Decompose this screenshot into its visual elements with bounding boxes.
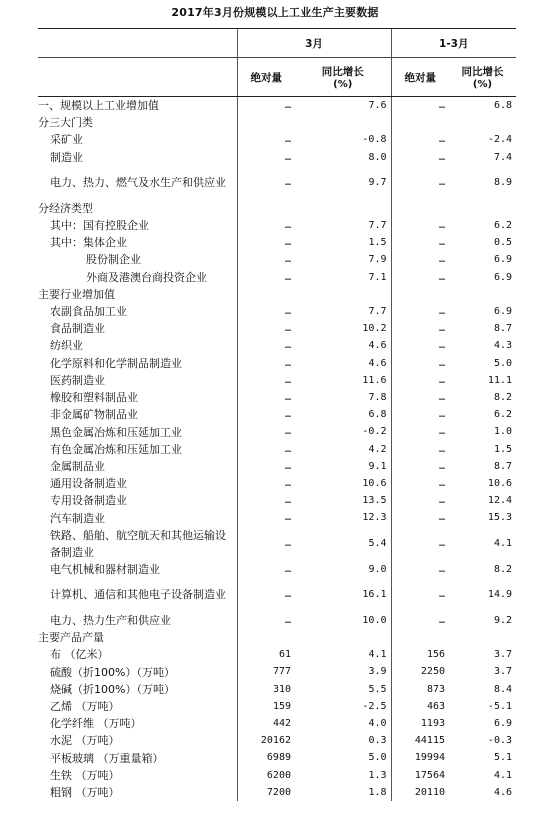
cell-growth-march: 7.7 [368,305,387,317]
cell-growth-march: 9.0 [368,563,387,575]
header-period-jan-mar: 1-3月 [391,29,516,58]
cell-abs-jan-mar [391,200,449,217]
table-row [38,492,516,509]
row-name: 主要行业增加值 [38,287,115,301]
cell-growth-march: 7.9 [368,254,387,266]
cell-growth-jan-mar: 6.9 [493,271,513,283]
row-name: 其中：国有控股企业 [50,219,149,233]
cell-abs-march: … [237,509,295,526]
table-row [38,97,516,115]
row-name: 食品制造业 [50,322,105,336]
cell-abs-jan-mar: … [391,97,449,115]
table-row [38,217,516,234]
cell-abs-march: 6200 [237,767,295,784]
cell-abs-march: 6989 [237,749,295,766]
cell-abs-jan-mar: 20110 [391,784,449,801]
row-name: 一、规模以上工业增加值 [38,99,159,113]
table-row [38,767,516,784]
cell-growth-jan-mar: 14.9 [487,589,513,601]
data-table-container [38,28,516,801]
cell-growth-jan-mar: 8.4 [493,683,513,695]
row-name: 股份制企业 [86,253,141,267]
cell-growth-jan-mar [449,200,516,217]
cell-growth-march: 6.8 [368,409,387,421]
cell-abs-march: … [237,149,295,166]
cell-abs-march: … [237,561,295,578]
cell-growth-march: 4.2 [368,443,387,455]
cell-growth-march: 5.5 [368,683,387,695]
cell-growth-march: 9.7 [368,177,387,189]
cell-abs-jan-mar: … [391,355,449,372]
row-name: 主要产品产量 [38,631,104,645]
cell-abs-march: … [237,251,295,268]
cell-abs-march: … [237,389,295,406]
table-body [38,97,516,802]
cell-abs-jan-mar: … [391,389,449,406]
row-name: 水泥 （万吨） [50,734,120,748]
row-name: 金属制品业 [50,459,105,473]
cell-growth-march: 5.0 [368,752,387,764]
cell-growth-jan-mar: 5.1 [493,752,513,764]
cell-abs-march: … [237,441,295,458]
cell-abs-march: … [237,612,295,629]
cell-growth-march: 4.0 [368,718,387,730]
table-row [38,784,516,801]
row-name: 分三大门类 [38,116,93,130]
cell-abs-jan-mar: … [391,527,449,561]
table-row [38,509,516,526]
cell-growth-jan-mar [449,114,516,131]
cell-abs-jan-mar: … [391,612,449,629]
cell-abs-jan-mar: … [391,131,449,148]
cell-growth-jan-mar: 11.1 [487,374,513,386]
cell-abs-jan-mar: … [391,320,449,337]
cell-growth-jan-mar [449,629,516,646]
table-row [38,251,516,268]
cell-growth-march: 0.3 [368,735,387,747]
row-name: 电力、热力生产和供应业 [50,613,171,627]
table-row [38,114,516,131]
cell-abs-jan-mar [391,629,449,646]
cell-abs-march: … [237,578,295,612]
cell-growth-jan-mar: 12.4 [487,495,513,507]
table-row [38,663,516,680]
cell-growth-march: 10.0 [362,614,387,626]
cell-growth-march: 9.1 [368,460,387,472]
cell-growth-march: 7.7 [368,219,387,231]
cell-abs-march: … [237,166,295,200]
cell-abs-jan-mar: … [391,475,449,492]
cell-growth-jan-mar: 9.2 [493,614,513,626]
cell-abs-march: … [237,320,295,337]
cell-growth-jan-mar: 0.5 [493,237,513,249]
row-name: 专用设备制造业 [50,494,127,508]
table-row [38,646,516,663]
cell-abs-jan-mar: … [391,337,449,354]
cell-abs-jan-mar: … [391,372,449,389]
cell-abs-march: … [237,217,295,234]
header-growth-unit: (%) [472,79,493,90]
row-name: 电气机械和器材制造业 [50,562,160,576]
row-name: 计算机、通信和其他电子设备制造业 [50,588,226,602]
header-growth-unit: (%) [333,79,353,90]
cell-growth-march: 4.1 [368,649,387,661]
row-name: 橡胶和塑料制品业 [50,391,138,405]
cell-abs-march: 310 [237,681,295,698]
table-row [38,527,516,561]
cell-abs-march [237,286,295,303]
cell-growth-jan-mar: 4.1 [493,769,513,781]
cell-growth-jan-mar: -2.4 [487,134,513,146]
cell-growth-march: 5.4 [368,538,387,550]
row-name: 黑色金属冶炼和压延加工业 [50,425,182,439]
header-abs-march: 绝对量 [237,58,295,97]
cell-growth-jan-mar: 8.7 [493,460,513,472]
cell-growth-jan-mar: -5.1 [487,700,513,712]
cell-abs-march: 7200 [237,784,295,801]
row-name: 农副食品加工业 [50,305,127,319]
cell-abs-march: 159 [237,698,295,715]
cell-abs-jan-mar: … [391,406,449,423]
row-name: 有色金属冶炼和压延加工业 [50,442,182,456]
cell-abs-jan-mar: … [391,269,449,286]
row-name: 采矿业 [50,133,83,147]
row-name: 外商及港澳台商投资企业 [86,270,207,284]
cell-abs-march: … [237,372,295,389]
cell-abs-jan-mar: … [391,492,449,509]
header-period-march: 3月 [237,29,391,58]
cell-abs-jan-mar: … [391,303,449,320]
cell-growth-march: -0.8 [362,134,387,146]
table-row [38,149,516,166]
header-blank [38,29,237,58]
row-name: 汽车制造业 [50,511,105,525]
table-row [38,715,516,732]
cell-growth-march: 3.9 [368,666,387,678]
cell-growth-march: -0.2 [362,426,387,438]
cell-abs-march: 777 [237,663,295,680]
cell-abs-march [237,629,295,646]
table-row [38,234,516,251]
header-growth-march [295,58,391,97]
cell-growth-jan-mar: 7.4 [493,151,513,163]
table-row [38,423,516,440]
cell-growth-march: 10.6 [362,478,387,490]
cell-growth-jan-mar: 6.9 [493,305,513,317]
table-row [38,698,516,715]
cell-abs-jan-mar: … [391,578,449,612]
row-name: 硫酸（折100%）（万吨） [50,665,175,679]
cell-abs-march: 61 [237,646,295,663]
cell-abs-march: … [237,475,295,492]
table-row [38,372,516,389]
cell-abs-march: … [237,337,295,354]
row-name: 医药制造业 [50,373,105,387]
table-row [38,286,516,303]
cell-growth-march [295,629,391,646]
cell-abs-jan-mar: 156 [391,646,449,663]
table-row [38,303,516,320]
row-name: 布 （亿米） [50,648,109,662]
cell-growth-march: -2.5 [362,700,387,712]
cell-abs-march: … [237,355,295,372]
row-name: 其中：集体企业 [50,236,127,250]
header-growth-label: 同比增长 [461,66,504,78]
cell-growth-jan-mar: 1.0 [493,426,513,438]
page-title: 2017年3月份规模以上工业生产主要数据 [171,6,379,19]
data-table [38,28,516,801]
table-row [38,166,516,200]
cell-growth-jan-mar: 8.9 [493,177,513,189]
cell-growth-march: 12.3 [362,512,387,524]
table-row [38,200,516,217]
cell-abs-jan-mar: 873 [391,681,449,698]
cell-growth-march [295,114,391,131]
cell-abs-march: … [237,458,295,475]
cell-abs-march: … [237,269,295,286]
cell-growth-march: 7.8 [368,392,387,403]
header-growth-label: 同比增长 [321,66,364,78]
cell-growth-march: 13.5 [362,495,387,507]
cell-growth-jan-mar: -0.3 [487,735,513,747]
cell-growth-jan-mar: 15.3 [487,512,513,524]
cell-growth-jan-mar: 8.7 [493,323,513,335]
row-name: 铁路、船舶、航空航天和其他运输设备制造业 [50,528,226,559]
cell-growth-march [295,200,391,217]
table-row [38,441,516,458]
cell-abs-jan-mar [391,286,449,303]
table-row [38,749,516,766]
table-row [38,578,516,612]
cell-abs-jan-mar: … [391,458,449,475]
cell-growth-march: 1.3 [368,769,387,781]
cell-abs-jan-mar: … [391,217,449,234]
cell-abs-jan-mar: 44115 [391,732,449,749]
row-name: 分经济类型 [38,201,93,215]
table-row [38,732,516,749]
cell-abs-jan-mar: 1193 [391,715,449,732]
cell-abs-jan-mar: 2250 [391,663,449,680]
cell-abs-jan-mar: … [391,166,449,200]
cell-abs-march: … [237,97,295,115]
row-name: 化学纤维 （万吨） [50,717,142,731]
cell-growth-jan-mar: 1.5 [493,443,513,455]
row-name: 平板玻璃 （万重量箱） [50,751,164,765]
cell-growth-jan-mar: 3.7 [493,649,513,661]
row-name: 通用设备制造业 [50,477,127,491]
cell-abs-march: … [237,492,295,509]
table-row [38,355,516,372]
cell-abs-jan-mar: … [391,509,449,526]
table-row [38,269,516,286]
table-row [38,475,516,492]
cell-abs-march: … [237,406,295,423]
cell-abs-march: … [237,303,295,320]
cell-growth-jan-mar: 4.1 [493,538,513,550]
table-row [38,320,516,337]
table-row [38,681,516,698]
cell-growth-jan-mar: 8.2 [493,392,513,403]
row-name: 化学原料和化学制品制造业 [50,356,182,370]
table-row [38,629,516,646]
cell-growth-jan-mar: 6.9 [493,718,513,730]
cell-growth-jan-mar: 3.7 [493,666,513,678]
row-name: 乙烯 （万吨） [50,699,120,713]
table-row [38,458,516,475]
cell-abs-jan-mar: 17564 [391,767,449,784]
cell-abs-jan-mar [391,114,449,131]
table-row [38,406,516,423]
cell-abs-jan-mar: 463 [391,698,449,715]
cell-growth-march: 10.2 [362,323,387,335]
cell-growth-jan-mar: 6.8 [493,100,513,111]
table-row [38,612,516,629]
cell-growth-jan-mar: 4.6 [493,786,513,798]
cell-growth-jan-mar: 8.2 [493,563,513,575]
row-name: 纺织业 [50,339,83,353]
row-name: 非金属矿物制品业 [50,408,138,422]
table-row [38,561,516,578]
cell-growth-jan-mar: 6.2 [493,409,513,421]
row-name: 电力、热力、燃气及水生产和供应业 [50,176,226,190]
cell-growth-march: 8.0 [368,151,387,163]
cell-growth-jan-mar [449,286,516,303]
header-blank-2 [38,58,237,97]
cell-growth-march: 7.6 [368,100,387,111]
cell-growth-jan-mar: 5.0 [493,357,513,369]
cell-growth-jan-mar: 6.2 [493,219,513,231]
cell-growth-march: 16.1 [362,589,387,601]
row-name: 粗钢 （万吨） [50,785,120,799]
cell-growth-march [295,286,391,303]
table-header [38,29,516,97]
cell-abs-jan-mar: … [391,234,449,251]
cell-abs-jan-mar: 19994 [391,749,449,766]
cell-growth-march: 7.1 [368,271,387,283]
row-name: 生铁 （万吨） [50,768,120,782]
table-row [38,389,516,406]
table-row [38,337,516,354]
cell-abs-jan-mar: … [391,149,449,166]
cell-growth-jan-mar: 4.3 [493,340,513,352]
cell-abs-march: … [237,131,295,148]
cell-growth-jan-mar: 10.6 [487,478,513,490]
table-row [38,131,516,148]
cell-abs-march: … [237,527,295,561]
cell-growth-march: 11.6 [362,374,387,386]
cell-growth-march: 4.6 [368,340,387,352]
cell-growth-march: 1.8 [368,786,387,798]
cell-growth-jan-mar: 6.9 [493,254,513,266]
cell-growth-march: 1.5 [368,237,387,249]
cell-abs-march [237,114,295,131]
cell-abs-march: … [237,234,295,251]
cell-abs-jan-mar: … [391,423,449,440]
header-abs-jan-mar: 绝对量 [391,58,449,97]
cell-abs-jan-mar: … [391,251,449,268]
cell-abs-march: 442 [237,715,295,732]
header-growth-jan-mar [449,58,516,97]
cell-abs-march: 20162 [237,732,295,749]
cell-abs-march: … [237,423,295,440]
cell-abs-jan-mar: … [391,441,449,458]
row-name: 制造业 [50,150,83,164]
cell-growth-march: 4.6 [368,357,387,369]
cell-abs-jan-mar: … [391,561,449,578]
cell-abs-march [237,200,295,217]
row-name: 烧碱（折100%）（万吨） [50,682,175,696]
